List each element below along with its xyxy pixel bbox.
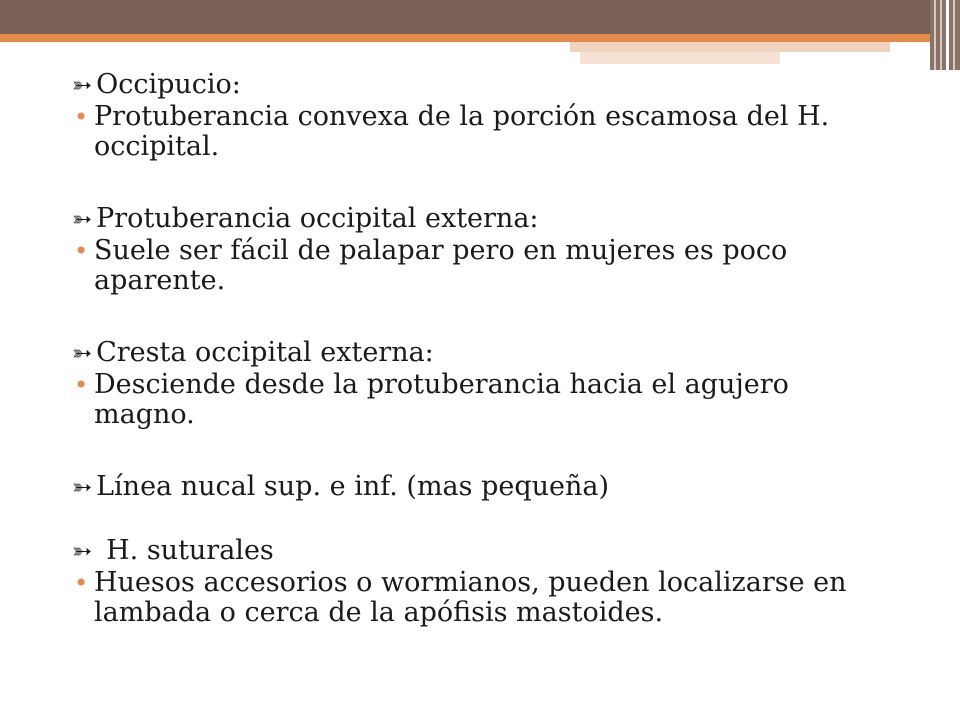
bullet-text: Suele ser fácil de palapar pero en mujeres es poco aparente. — [94, 235, 788, 296]
heading-text: Línea nucal sup. e inf. (mas pequeña) — [96, 471, 610, 502]
accent-stripe — [570, 42, 890, 52]
section-heading — [72, 534, 892, 568]
heading-text: H. suturales — [106, 535, 274, 566]
arrow-icon: ➳ — [72, 537, 93, 565]
arrow-icon: ➳ — [72, 473, 93, 501]
bullet-text: Desciende desde la protuberancia hacia el agujero magno. — [94, 369, 789, 430]
slide-content — [72, 68, 892, 628]
bullet-item — [74, 101, 892, 162]
bullet-dot-icon: • — [74, 371, 89, 399]
accent-stripe — [580, 52, 780, 64]
heading-text: Cresta occipital externa: — [96, 337, 434, 368]
bullet-item — [74, 235, 892, 296]
decorative-stripes — [930, 0, 960, 70]
heading-text: Occipucio: — [96, 69, 241, 100]
section-heading — [72, 470, 892, 504]
bullet-text: Protuberancia convexa de la porción escamosa del H. occipital. — [94, 101, 830, 162]
section-heading — [72, 336, 892, 370]
arrow-icon: ➳ — [72, 339, 93, 367]
heading-text: Protuberancia occipital externa: — [96, 203, 539, 234]
arrow-icon: ➳ — [72, 205, 93, 233]
bullet-dot-icon: • — [74, 569, 89, 597]
bullet-item — [74, 567, 892, 628]
bullet-text: Huesos accesorios o wormianos, pueden localizarse en lambada o cerca de la apófisis mastoides. — [94, 567, 847, 628]
section-heading — [72, 68, 892, 102]
top-bar — [0, 0, 960, 34]
bullet-dot-icon: • — [74, 103, 89, 131]
bullet-item — [74, 369, 892, 430]
section-heading — [72, 202, 892, 236]
arrow-icon: ➳ — [72, 71, 93, 99]
accent-line — [0, 34, 930, 42]
bullet-dot-icon: • — [74, 237, 89, 265]
